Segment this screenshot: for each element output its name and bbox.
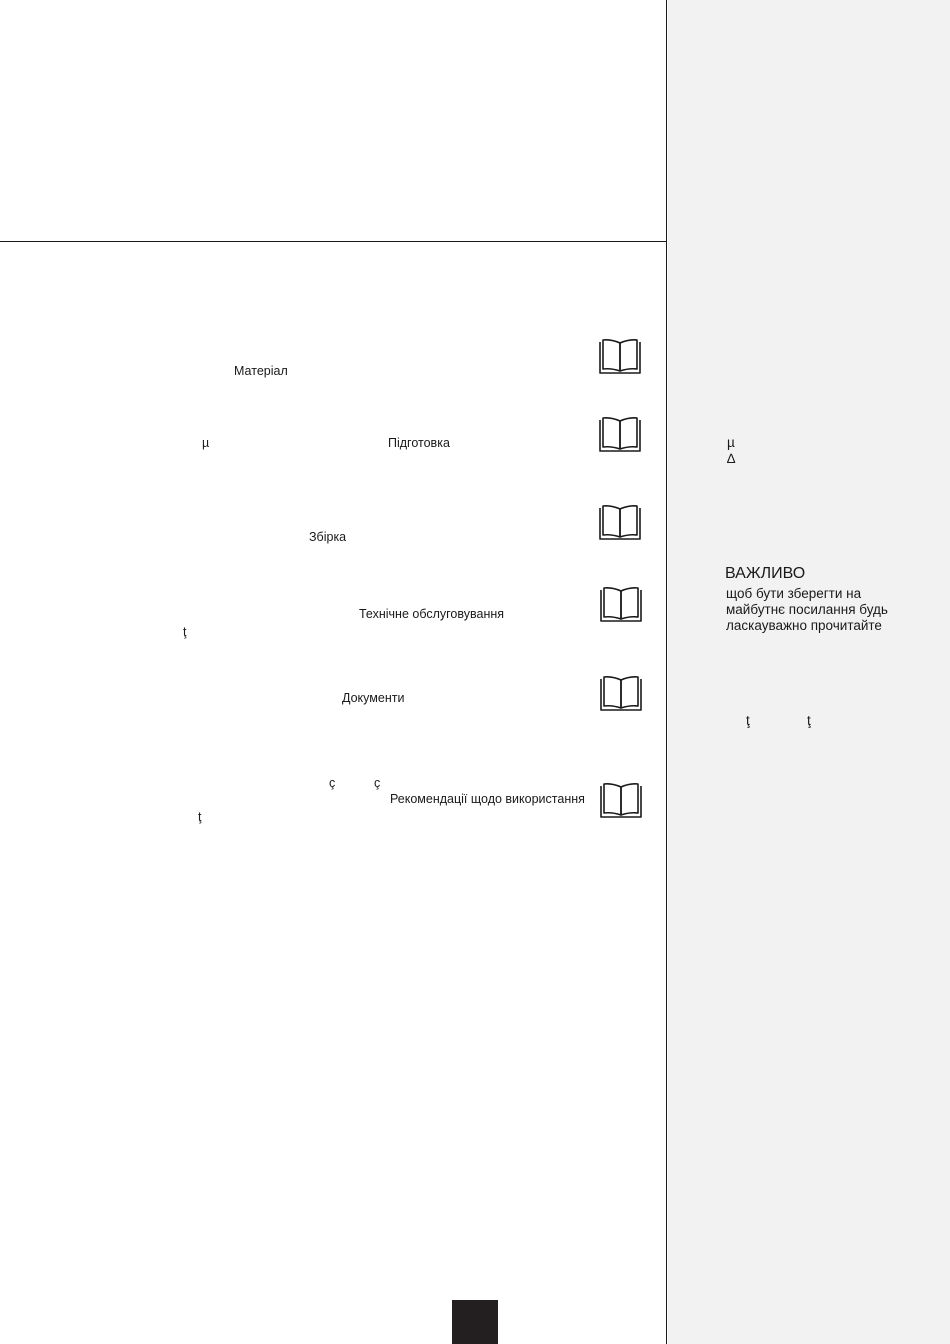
important-notice	[726, 586, 936, 634]
book-icon	[597, 338, 643, 378]
glyph-c-cedilla: ç	[329, 776, 336, 790]
important-title: ВАЖЛИВО	[725, 565, 806, 582]
important-line: майбутнє посилання будь	[726, 602, 888, 617]
section-label-recommendations: Рекомендації щодо використання	[390, 792, 585, 806]
section-label-assembly: Збірка	[309, 530, 347, 544]
book-icon	[597, 416, 643, 456]
important-line: щоб бути зберегти на	[726, 586, 862, 601]
book-icon	[597, 504, 643, 544]
section-label-material: Матеріал	[234, 364, 288, 378]
vertical-divider	[666, 0, 667, 1344]
glyph-t-cedilla: ţ	[183, 625, 187, 639]
page-number-tab	[452, 1300, 498, 1344]
book-icon	[598, 782, 644, 822]
book-icon	[598, 675, 644, 715]
sidebar-glyph-mu: µ	[727, 435, 735, 450]
sidebar-glyph-delta: ∆	[727, 451, 736, 466]
right-sidebar	[668, 0, 950, 1344]
sidebar-glyph-t-cedilla: ţ	[807, 713, 811, 728]
important-line: ласкауважно прочитайте	[726, 618, 882, 633]
sidebar-glyph-t-cedilla: ţ	[746, 713, 750, 728]
glyph-t-cedilla: ţ	[198, 810, 202, 824]
section-label-preparation: Підготовка	[388, 436, 450, 450]
glyph-c-cedilla: ç	[374, 776, 381, 790]
section-label-maintenance: Технічне обслуговування	[359, 607, 505, 621]
section-label-documents: Документи	[342, 691, 405, 705]
header-divider	[0, 241, 667, 242]
book-icon	[598, 586, 644, 626]
glyph-mu: µ	[202, 436, 210, 450]
